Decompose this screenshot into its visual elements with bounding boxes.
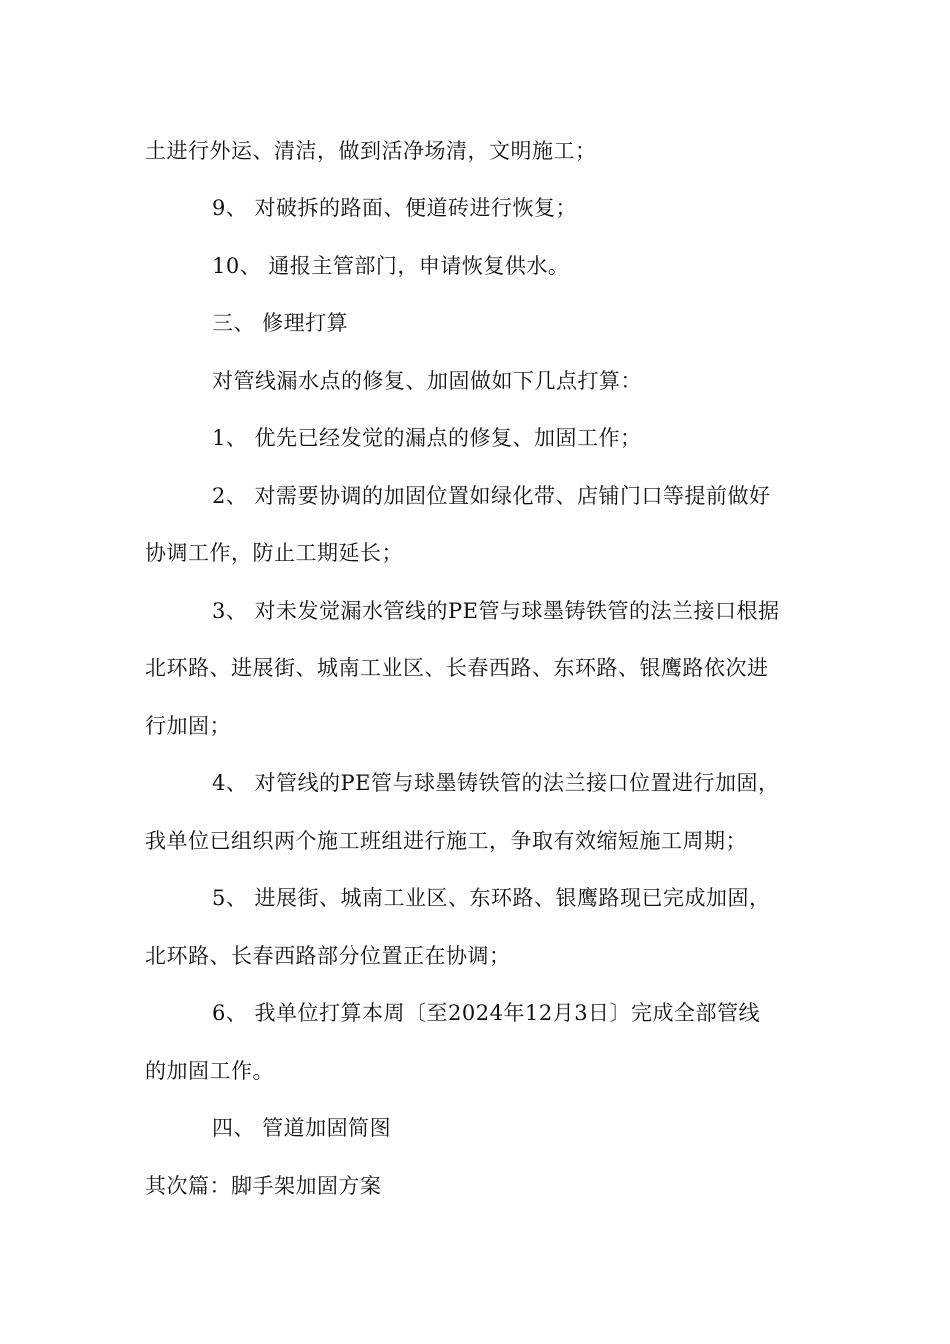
text-line-item-9: 9、 对破拆的路面、便道砖进行恢复； xyxy=(212,196,578,220)
text-line-plan-4a: 4、 对管线的PE管与球墨铸铁管的法兰接口位置进行加固， xyxy=(212,771,780,795)
text-line-plan-3b: 北环路、进展街、城南工业区、长春西路、东环路、银鹰路依次进 xyxy=(145,656,769,680)
text-line-plan-2a: 2、 对需要协调的加固位置如绿化带、店铺门口等提前做好 xyxy=(212,484,771,508)
text-line-plan-5a: 5、 进展街、城南工业区、东环路、银鹰路现已完成加固， xyxy=(212,886,771,910)
chapter-heading-part-2: 其次篇：脚手架加固方案 xyxy=(145,1174,382,1198)
text-line-plan-6a: 6、 我单位打算本周〔至2024年12月3日〕完成全部管线 xyxy=(212,1001,761,1025)
text-line-plan-3a: 3、 对未发觉漏水管线的PE管与球墨铸铁管的法兰接口根据 xyxy=(212,599,780,623)
text-line-plan-3c: 行加固； xyxy=(145,714,231,738)
section-heading-4: 四、 管道加固简图 xyxy=(212,1116,392,1140)
text-line-intro: 对管线漏水点的修复、加固做如下几点打算： xyxy=(212,369,642,393)
text-line-plan-1: 1、 优先已经发觉的漏点的修复、加固工作； xyxy=(212,426,642,450)
text-line-plan-2b: 协调工作，防止工期延长； xyxy=(145,541,403,565)
text-line-item-10: 10、 通报主管部门，申请恢复供水。 xyxy=(212,254,570,278)
text-line-continuation: 土进行外运、清洁，做到活净场清，文明施工； xyxy=(145,139,597,163)
section-heading-3: 三、 修理打算 xyxy=(212,311,349,335)
text-line-plan-6b: 的加固工作。 xyxy=(145,1059,274,1083)
text-line-plan-4b: 我单位已组织两个施工班组进行施工，争取有效缩短施工周期； xyxy=(145,829,747,853)
text-line-plan-5b: 北环路、长春西路部分位置正在协调； xyxy=(145,944,511,968)
